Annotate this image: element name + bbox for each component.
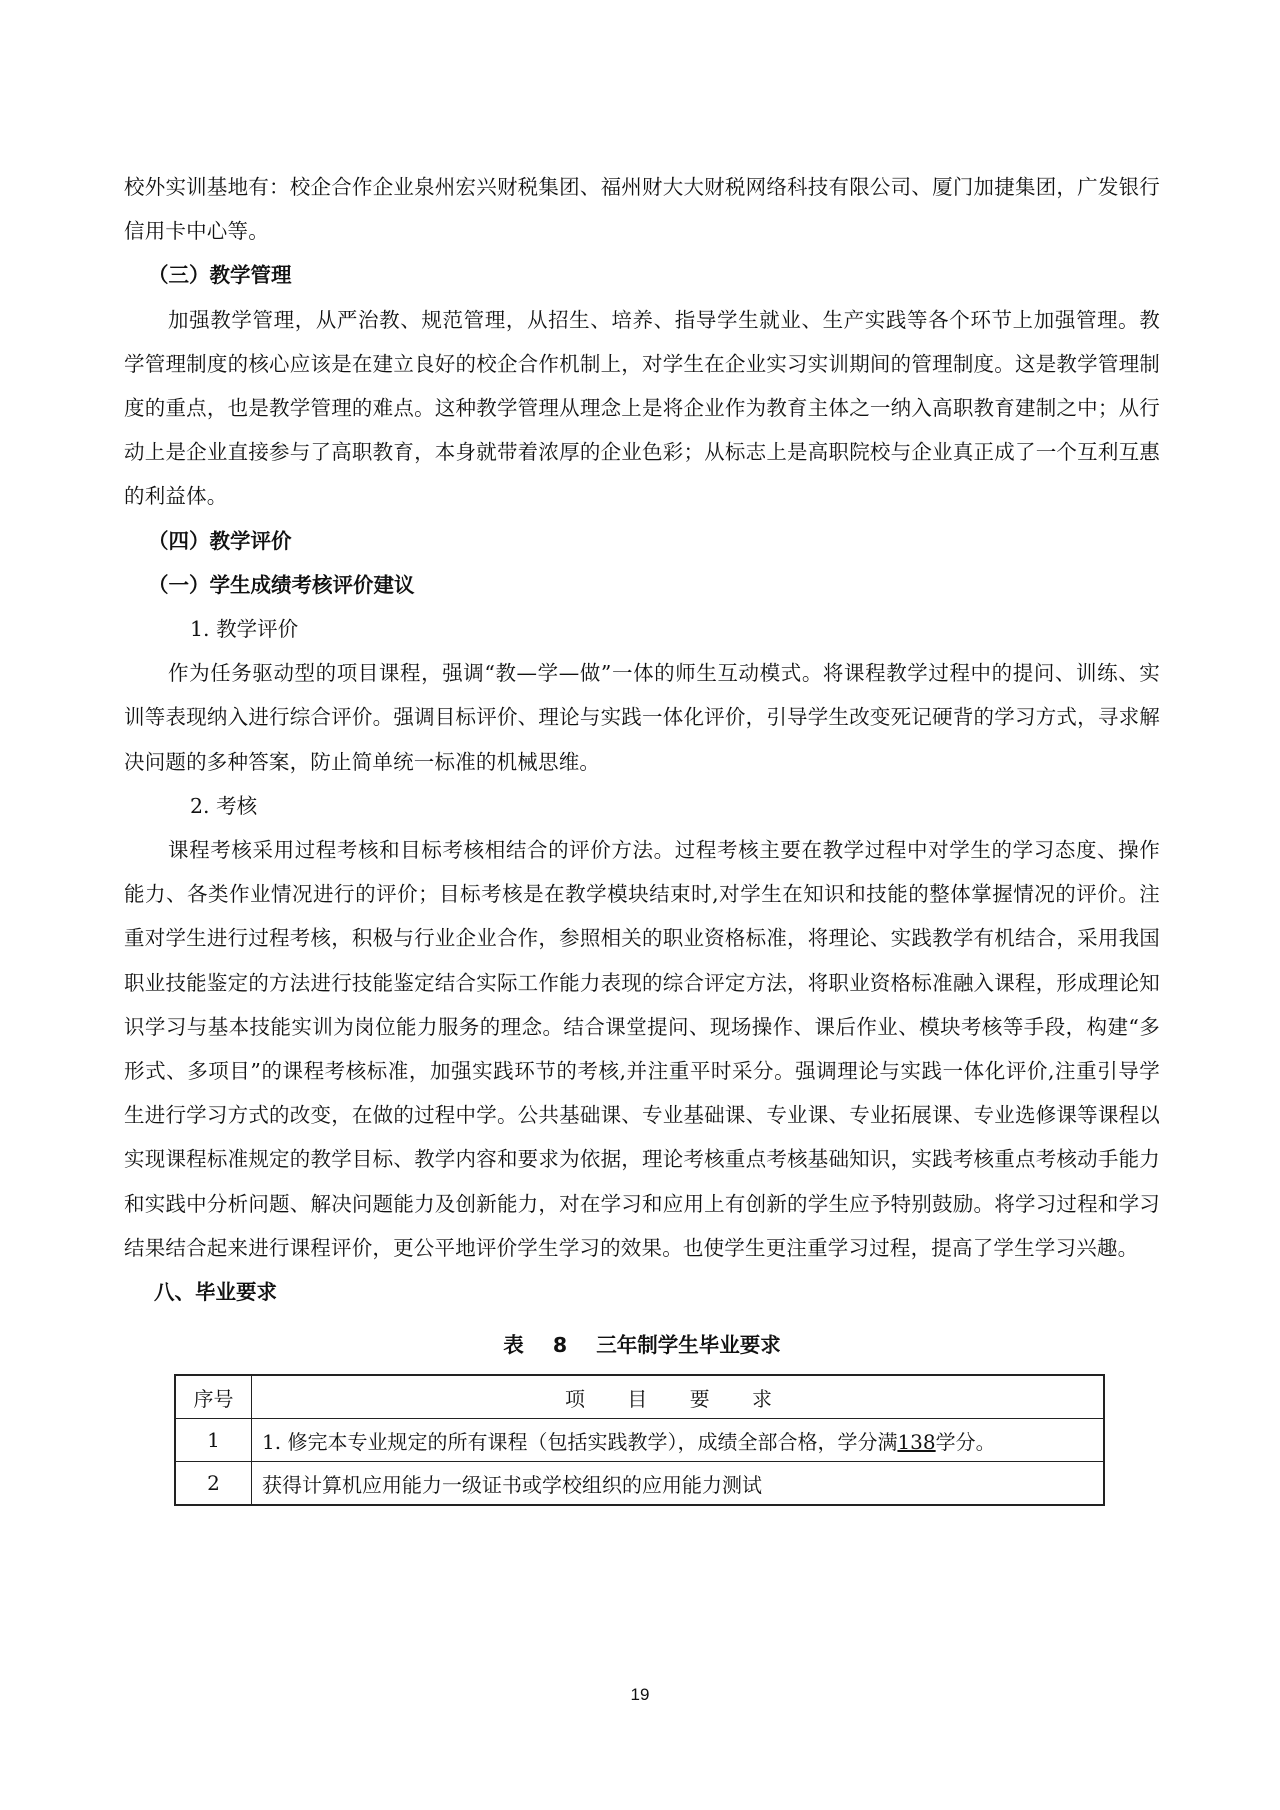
table-header-row <box>175 1375 1104 1419</box>
paragraph-item-1: 作为任务驱动型的项目课程，强调“教—学—做”一体的师生互动模式。将课程教学过程中的提问、训练、实训等表现纳入进行综合评价。强调目标评价、理论与实践一体化评价，引导学生改变死记硬背的学习方式，寻求解决问题的多种答案，防止简单统一标准的机械思维。 <box>124 661 1160 774</box>
heading-item-2: 2. 考核 <box>190 793 258 818</box>
paragraph-training-bases: 校外实训基地有：校企合作企业泉州宏兴财税集团、福州财大大财税网络科技有限公司、厦门加捷集团，广发银行信用卡中心等。 <box>124 175 1160 244</box>
credits-value: 138 <box>897 1429 936 1454</box>
table-caption: 表 8 三年制学生毕业要求 <box>503 1333 781 1358</box>
graduation-requirements-table <box>174 1374 1105 1506</box>
paragraph-item-2: 课程考核采用过程考核和目标考核相结合的评价方法。过程考核主要在教学过程中对学生的学习态度、操作能力、各类作业情况进行的评价；目标考核是在教学模块结束时,对学生在知识和技能的整体掌握情况的评价。注重对学生进行过程考核，积极与行业企业合作，参照相关的职业资格标准，将理论、实践教学有机结合，采用我国职业技能鉴定的方法进行技能鉴定结合实际工作能力表现的综合评定方法，将职业资格标准融入课程，形成理论知识学习与基本技能实训为岗位能力服务的理念。结合课堂提问、现场操作、课后作业、模块考核等手段，构建“多形式、多项目”的课程考核标准，加强实践环节的考核,并注重平时采分。强调理论与实践一体化评价,注重引导学生进行学习方式的改变，在做的过程中学。公共基础课、专业基础课、专业课、专业拓展课、专业选修课等课程以实现课程标准规定的教学目标、教学内容和要求为依据，理论考核重点考核基础知识，实践考核重点考核动手能力和实践中分析问题、解决问题能力及创新能力，对在学习和应用上有创新的学生应予特别鼓励。将学习过程和学习结果结合起来进行课程评价，更公平地评价学生学习的效果。也使学生更注重学习过程，提高了学生学习兴趣。 <box>124 838 1160 1260</box>
heading-item-1: 1. 教学评价 <box>190 617 299 642</box>
header-requirements: 项 目 要 求 <box>252 1375 1105 1419</box>
page-content <box>124 165 1160 1506</box>
heading-teaching-evaluation: （四）教学评价 <box>148 528 292 553</box>
row-number: 2 <box>175 1462 252 1506</box>
table-row <box>175 1419 1104 1462</box>
requirement-text-after: 学分。 <box>935 1429 996 1454</box>
header-serial-number: 序号 <box>175 1375 252 1419</box>
page-number: 19 <box>630 1685 650 1704</box>
paragraph-teaching-management: 加强教学管理，从严治教、规范管理，从招生、培养、指导学生就业、生产实践等各个环节上加强管理。教学管理制度的核心应该是在建立良好的校企合作机制上，对学生在企业实习实训期间的管理制度。这是教学管理制度的重点，也是教学管理的难点。这种教学管理从理念上是将企业作为教育主体之一纳入高职教育建制之中；从行动上是企业直接参与了高职教育，本身就带着浓厚的企业色彩；从标志上是高职院校与企业真正成了一个互利互惠的利益体。 <box>124 307 1160 509</box>
row-requirement <box>252 1419 1105 1462</box>
row-number: 1 <box>175 1419 252 1462</box>
requirement-text-before: 1. 修完本专业规定的所有课程（包括实践教学），成绩全部合格，学分满 <box>262 1429 898 1454</box>
heading-student-assessment: （一）学生成绩考核评价建议 <box>148 572 415 597</box>
heading-graduation-requirements: 八、毕业要求 <box>154 1280 277 1305</box>
table-row <box>175 1462 1104 1506</box>
heading-teaching-management: （三）教学管理 <box>148 263 292 288</box>
row-requirement: 获得计算机应用能力一级证书或学校组织的应用能力测试 <box>252 1462 1105 1506</box>
